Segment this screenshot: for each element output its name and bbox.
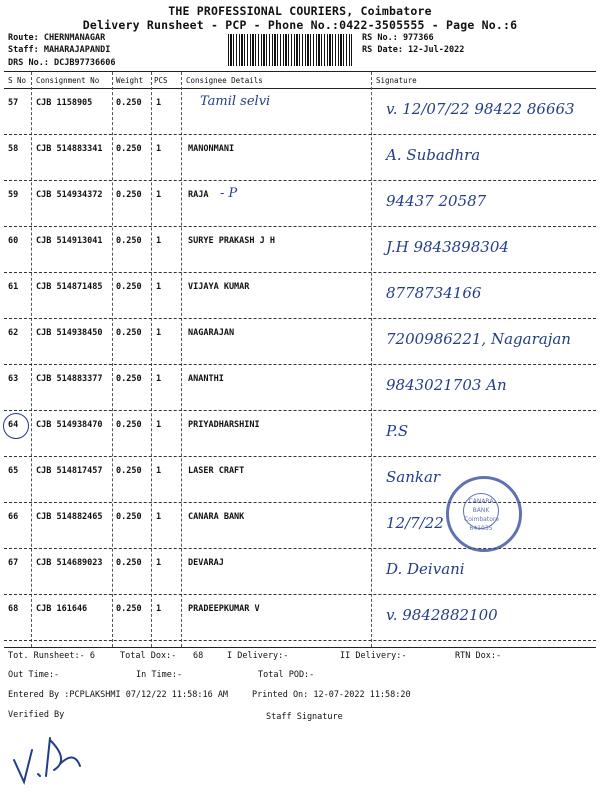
verifier-signature xyxy=(10,730,90,790)
entered-by: Entered By :PCPLAKSHMI 07/12/22 11:58:16 AM xyxy=(8,690,229,700)
out-time: Out Time:- xyxy=(8,670,60,680)
row-pcs: 1 xyxy=(156,420,162,430)
row-weight: 0.250 xyxy=(116,190,142,200)
row-consignment-no: CJB 514913041 xyxy=(36,236,103,246)
row-pcs: 1 xyxy=(156,374,162,384)
rtn-dox: RTN Dox:- xyxy=(455,651,502,661)
row-consignment-no: CJB 514938470 xyxy=(36,420,103,430)
row-consignee: RAJA xyxy=(188,190,209,200)
table-row xyxy=(0,366,600,412)
row-separator xyxy=(4,410,596,411)
stamp-line: 641035 xyxy=(469,525,493,532)
col-header-consignment: Consignment No xyxy=(36,76,100,85)
col-header-signature: Signature xyxy=(376,76,417,85)
row-weight: 0.250 xyxy=(116,558,142,568)
row-weight: 0.250 xyxy=(116,512,142,522)
row-separator xyxy=(4,640,596,641)
row-sno: 66 xyxy=(8,512,19,522)
row-weight: 0.250 xyxy=(116,604,142,614)
row-weight: 0.250 xyxy=(116,466,142,476)
table-row xyxy=(0,596,600,642)
row-weight: 0.250 xyxy=(116,420,142,430)
row-consignment-no: CJB 161646 xyxy=(36,604,88,614)
row-separator xyxy=(4,548,596,549)
row-consignee: PRADEEPKUMAR V xyxy=(188,604,260,614)
row-sno: 61 xyxy=(8,282,19,292)
row-pcs: 1 xyxy=(156,604,162,614)
row-pcs: 1 xyxy=(156,190,162,200)
row-sno: 58 xyxy=(8,144,19,154)
row-sno: 60 xyxy=(8,236,19,246)
row-sno: 67 xyxy=(8,558,19,568)
stamp-line: CANARA BANK xyxy=(468,498,494,514)
rs-date: RS Date: 12-Jul-2022 xyxy=(362,45,465,55)
row-sno: 57 xyxy=(8,98,19,108)
row-signature: P.S xyxy=(386,422,409,440)
row-signature: J.H 9843898304 xyxy=(386,238,509,256)
total-pod: Total POD:- xyxy=(258,670,315,680)
row-pcs: 1 xyxy=(156,558,162,568)
row-separator xyxy=(4,594,596,595)
ii-delivery: II Delivery:- xyxy=(340,651,407,661)
row-pcs: 1 xyxy=(156,512,162,522)
row-consignee-handwritten: - P xyxy=(220,186,238,201)
table-row xyxy=(0,412,600,458)
row-signature: 94437 20587 xyxy=(386,192,487,210)
row-separator xyxy=(4,134,596,135)
row-signature: 8778734166 xyxy=(386,284,482,302)
row-consignment-no: CJB 514689023 xyxy=(36,558,103,568)
row-sno: 64 xyxy=(8,420,19,430)
stamp-line: Coimbatore xyxy=(464,516,499,523)
in-time: In Time:- xyxy=(136,670,183,680)
col-header-consignee: Consignee Details xyxy=(186,76,263,85)
verified-by: Verified By xyxy=(8,710,65,720)
row-consignee: VIJAYA KUMAR xyxy=(188,282,250,292)
row-separator xyxy=(4,226,596,227)
row-pcs: 1 xyxy=(156,236,162,246)
row-pcs: 1 xyxy=(156,328,162,338)
row-signature: 9843021703 An xyxy=(386,376,507,394)
staff-signature: Staff Signature xyxy=(266,712,343,722)
runsheet-title: THE PROFESSIONAL COURIERS, Coimbatore xyxy=(168,4,432,18)
row-sno: 65 xyxy=(8,466,19,476)
staff-label: Staff: MAHARAJAPANDI xyxy=(8,45,111,55)
row-separator xyxy=(4,364,596,365)
col-header-weight: Weight xyxy=(116,76,144,85)
footer-rule xyxy=(4,647,596,648)
printed-on: Printed On: 12-07-2022 11:58:20 xyxy=(252,690,411,700)
row-weight: 0.250 xyxy=(116,98,142,108)
row-consignee: LASER CRAFT xyxy=(188,466,245,476)
total-dox-label: Total Dox:- xyxy=(120,651,177,661)
table-row xyxy=(0,228,600,274)
row-weight: 0.250 xyxy=(116,144,142,154)
table-row xyxy=(0,90,600,136)
row-consignee-handwritten: Tamil selvi xyxy=(200,94,271,109)
row-pcs: 1 xyxy=(156,282,162,292)
row-consignment-no: CJB 514882465 xyxy=(36,512,103,522)
total-dox-value: 68 xyxy=(193,651,204,661)
row-weight: 0.250 xyxy=(116,374,142,384)
barcode xyxy=(228,34,352,66)
row-sno: 62 xyxy=(8,328,19,338)
row-signature: D. Deivani xyxy=(386,560,465,578)
row-separator xyxy=(4,456,596,457)
bank-stamp xyxy=(446,476,522,552)
row-weight: 0.250 xyxy=(116,236,142,246)
table-row xyxy=(0,274,600,320)
row-consignment-no: CJB 1158905 xyxy=(36,98,93,108)
drs-number: DRS No.: DCJB97736606 xyxy=(8,58,116,68)
row-sno: 59 xyxy=(8,190,19,200)
row-signature: 12/7/22 xyxy=(386,514,444,532)
route-label: Route: CHERNMANAGAR xyxy=(8,33,106,43)
row-consignment-no: CJB 514938450 xyxy=(36,328,103,338)
row-consignee: ANANTHI xyxy=(188,374,224,384)
row-consignee: DEVARAJ xyxy=(188,558,224,568)
row-consignee: SURYE PRAKASH J H xyxy=(188,236,275,246)
tot-runsheet: Tot. Runsheet:- 6 xyxy=(8,651,95,661)
row-consignment-no: CJB 514934372 xyxy=(36,190,103,200)
row-consignee: MANONMANI xyxy=(188,144,235,154)
table-top-rule xyxy=(4,71,596,72)
row-signature: v. 12/07/22 98422 86663 xyxy=(386,100,575,118)
row-signature: A. Subadhra xyxy=(386,146,481,164)
row-weight: 0.250 xyxy=(116,328,142,338)
table-header-rule xyxy=(4,88,596,89)
row-signature: Sankar xyxy=(386,468,441,486)
col-header-sno: S No xyxy=(8,76,27,85)
row-consignment-no: CJB 514883341 xyxy=(36,144,103,154)
row-consignee: CANARA BANK xyxy=(188,512,245,522)
row-sno: 68 xyxy=(8,604,19,614)
row-weight: 0.250 xyxy=(116,282,142,292)
row-pcs: 1 xyxy=(156,144,162,154)
i-delivery: I Delivery:- xyxy=(227,651,289,661)
row-separator xyxy=(4,180,596,181)
table-row xyxy=(0,550,600,596)
row-signature: 7200986221, Nagarajan xyxy=(386,330,571,348)
highlight-circle xyxy=(3,413,29,439)
runsheet-subtitle: Delivery Runsheet - PCP - Phone No.:0422-3505555 - Page No.:6 xyxy=(82,18,518,32)
row-consignee: PRIYADHARSHINI xyxy=(188,420,260,430)
table-row xyxy=(0,320,600,366)
row-consignee: NAGARAJAN xyxy=(188,328,235,338)
row-pcs: 1 xyxy=(156,466,162,476)
row-consignment-no: CJB 514871485 xyxy=(36,282,103,292)
row-consignment-no: CJB 514817457 xyxy=(36,466,103,476)
table-row xyxy=(0,182,600,228)
row-separator xyxy=(4,318,596,319)
col-header-pcs: PCS xyxy=(154,76,168,85)
row-pcs: 1 xyxy=(156,98,162,108)
rs-number: RS No.: 977366 xyxy=(362,33,434,43)
row-separator xyxy=(4,272,596,273)
table-row xyxy=(0,136,600,182)
row-consignment-no: CJB 514883377 xyxy=(36,374,103,384)
row-sno: 63 xyxy=(8,374,19,384)
row-signature: v. 9842882100 xyxy=(386,606,498,624)
